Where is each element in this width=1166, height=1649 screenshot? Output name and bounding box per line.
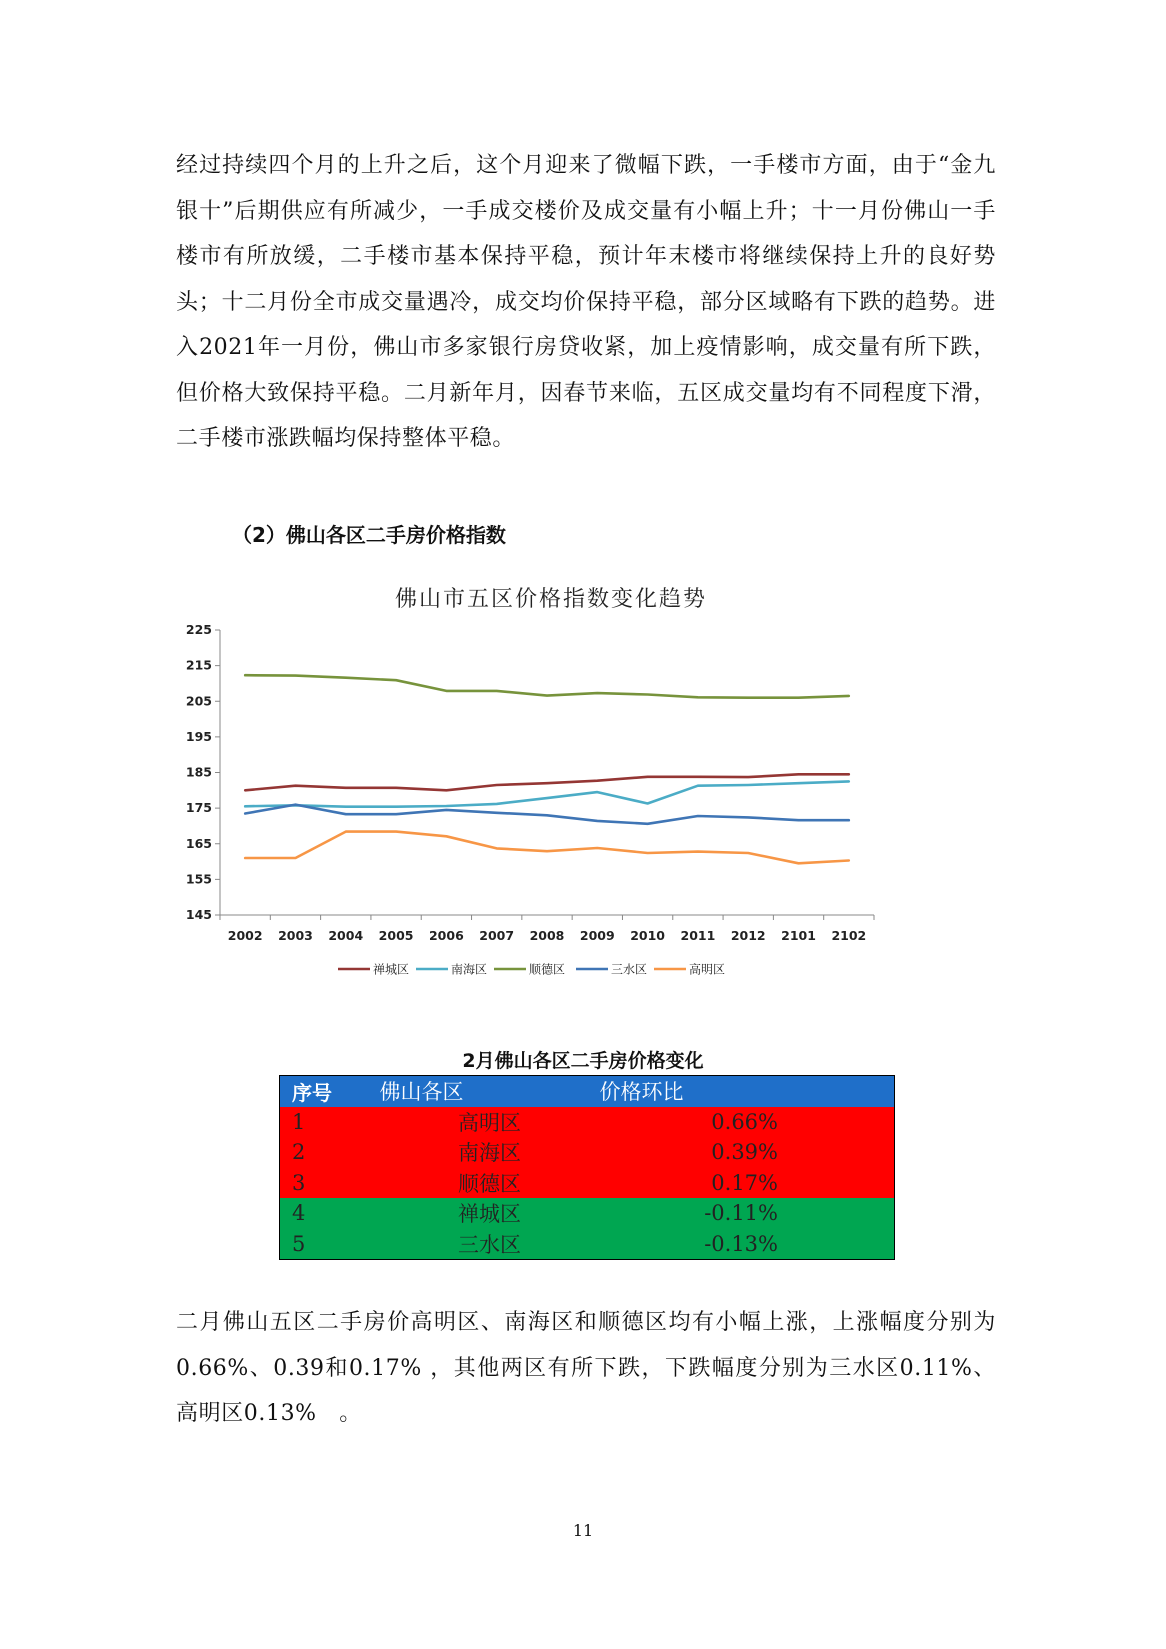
- table-row: [280, 1137, 895, 1168]
- row-change: -0.13%: [704, 1231, 778, 1256]
- table-row: [280, 1198, 895, 1229]
- x-tick-label: 2008: [529, 928, 565, 943]
- x-tick-label: 2010: [630, 928, 666, 943]
- row-index: 2: [292, 1140, 306, 1165]
- table-title: 2月佛山各区二手房价格变化: [462, 1050, 704, 1072]
- y-tick-label: 185: [185, 764, 212, 780]
- legend-label: 南海区: [451, 962, 488, 977]
- x-tick-label: 2006: [428, 928, 464, 943]
- y-tick-label: 215: [185, 657, 212, 673]
- row-index: 3: [292, 1170, 306, 1195]
- x-tick-label: 2102: [831, 928, 867, 943]
- y-tick-label: 205: [185, 693, 212, 709]
- header-index: 序号: [292, 1080, 332, 1105]
- row-change: 0.66%: [711, 1109, 778, 1134]
- x-tick-label: 2004: [328, 928, 364, 943]
- row-change: -0.11%: [704, 1201, 778, 1226]
- x-tick-label: 2002: [227, 928, 263, 943]
- x-tick-label: 2012: [730, 928, 766, 943]
- summary-paragraph: 二月佛山五区二手房价高明区、南海区和顺德区均有小幅上涨，上涨幅度分别为0.66%、0.39和0.17% ，其他两区有所下跌，下跌幅度分别为三水区0.11%、高明区0.13% 。: [176, 1310, 996, 1426]
- row-index: 5: [292, 1231, 306, 1256]
- header-district: 佛山各区: [379, 1080, 464, 1105]
- chart-title: 佛山市五区价格指数变化趋势: [394, 587, 707, 612]
- row-district: 三水区: [458, 1232, 521, 1257]
- x-tick-label: 2005: [378, 928, 414, 943]
- row-district: 禅城区: [458, 1202, 521, 1227]
- table-row: [280, 1229, 895, 1260]
- x-tick-label: 2003: [278, 928, 313, 943]
- series-line-高明区: [245, 832, 849, 864]
- row-index: 4: [292, 1201, 306, 1226]
- legend-label: 三水区: [611, 962, 648, 977]
- table-row: [280, 1107, 895, 1138]
- x-tick-label: 2009: [579, 928, 615, 943]
- x-tick-label: 2011: [680, 928, 716, 943]
- x-tick-label: 2007: [479, 928, 515, 943]
- legend-label: 高明区: [689, 962, 726, 977]
- section-heading: （2）佛山各区二手房价格指数: [232, 523, 506, 547]
- row-change: 0.39%: [711, 1140, 778, 1165]
- intro-paragraph: 经过持续四个月的上升之后，这个月迎来了微幅下跌，一手楼市方面，由于“金九银十”后期供应有所减少，一手成交楼价及成交量有小幅上升；十一月份佛山一手楼市有所放缓，二手楼市基本保持平稳，预计年末楼市将继续保持上升的良好势头；十二月份全市成交量遇冷，成交均价保持平稳，部分区域略有下跌的趋势。进入2021年一月份，佛山市多家银行房贷收紧，加上疫情影响，成交量有所下跌，但价格大致保持平稳。二月新年月，因春节来临，五区成交量均有不同程度下滑，二手楼市涨跌幅均保持整体平稳。: [176, 153, 996, 451]
- header-change: 价格环比: [599, 1080, 684, 1105]
- row-district: 顺德区: [458, 1171, 521, 1196]
- y-tick-label: 175: [185, 800, 212, 816]
- table-header-row: [280, 1076, 895, 1107]
- row-change: 0.17%: [711, 1170, 778, 1195]
- row-index: 1: [292, 1109, 306, 1134]
- row-district: 高明区: [458, 1110, 521, 1135]
- series-line-南海区: [245, 781, 849, 806]
- series-line-禅城区: [245, 774, 849, 790]
- y-tick-label: 195: [185, 728, 212, 744]
- y-tick-label: 225: [185, 622, 212, 637]
- y-tick-label: 145: [185, 907, 212, 922]
- legend-label: 禅城区: [373, 962, 410, 977]
- price-change-table: [279, 1075, 895, 1260]
- series-line-顺德区: [245, 675, 849, 698]
- x-tick-label: 2101: [781, 928, 816, 943]
- row-district: 南海区: [458, 1141, 521, 1166]
- table-row: [280, 1168, 895, 1199]
- page-number: 11: [572, 1521, 594, 1540]
- y-tick-label: 165: [185, 835, 212, 851]
- y-tick-label: 155: [185, 871, 212, 887]
- legend-label: 顺德区: [529, 962, 566, 977]
